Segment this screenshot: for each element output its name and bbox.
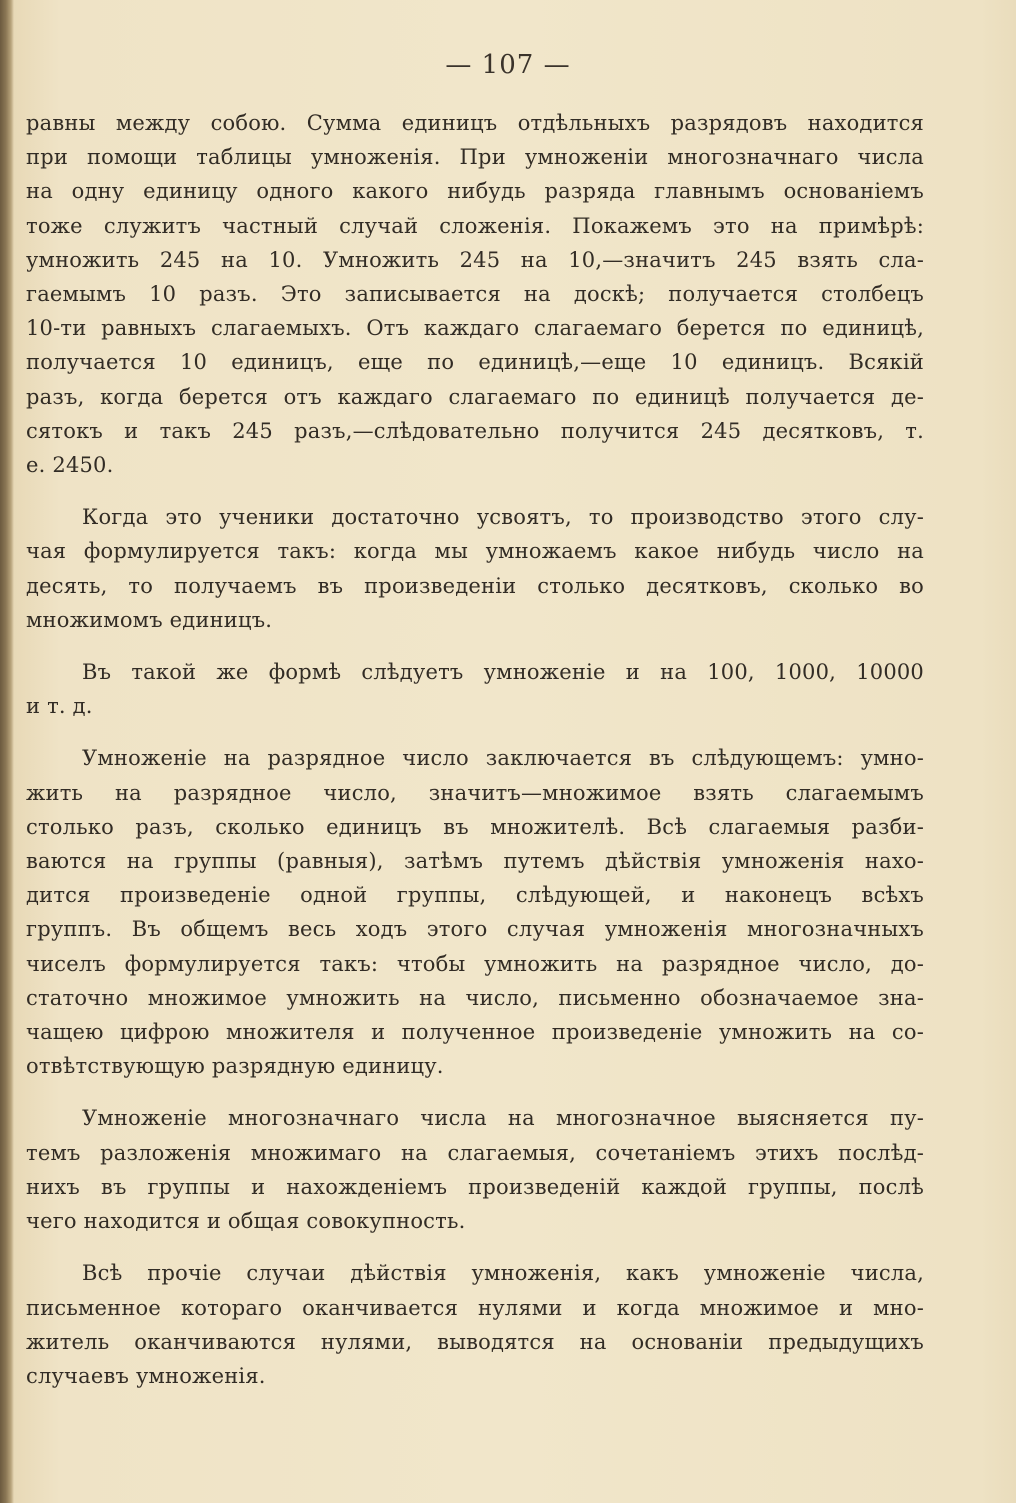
paragraph <box>26 1256 924 1393</box>
paragraph <box>26 655 924 723</box>
text-line: Умноженіе на разрядное число заключается въ слѣдующемъ: умно- <box>82 746 924 771</box>
paragraph <box>26 1101 924 1238</box>
text-line: статочно множимое умножить на число, письменно обозначаемое зна- <box>26 985 924 1010</box>
text-line: и т. д. <box>26 694 93 719</box>
text-line: Умноженіе многозначнаго числа на многозначное выясняется пу- <box>82 1106 924 1131</box>
text-line: множимомъ единицъ. <box>26 607 273 632</box>
paragraph <box>26 741 924 1083</box>
text-line: при помощи таблицы умноженія. При умноженіи многозначнаго числа <box>26 145 924 170</box>
text-line: е. 2450. <box>26 453 114 478</box>
paragraph <box>26 106 924 482</box>
text-line: разъ, когда берется отъ каждаго слагаемаго по единицѣ получается де- <box>26 384 924 409</box>
paragraph <box>26 500 924 637</box>
page-binding-shadow <box>0 0 14 1503</box>
text-line: группъ. Въ общемъ весь ходъ этого случая умноженія многозначныхъ <box>26 917 924 942</box>
text-line: жить на разрядное число, значитъ—множимое взять слагаемымъ <box>26 780 924 805</box>
body-text <box>26 106 924 1411</box>
text-line: Въ такой же формѣ слѣдуетъ умноженіе и на 100, 1000, 10000 <box>82 660 924 685</box>
text-line: житель оканчиваются нулями, выводятся на основаніи предыдущихъ <box>26 1329 924 1354</box>
text-line: темъ разложенія множимаго на слагаемыя, сочетаніемъ этихъ послѣд- <box>26 1140 924 1165</box>
text-line: чая формулируется такъ: когда мы умножаемъ какое нибудь число на <box>26 539 924 564</box>
text-line: десять, то получаемъ въ произведеніи столько десятковъ, сколько во <box>26 573 924 598</box>
text-line: ваются на группы (равныя), затѣмъ путемъ дѣйствія умноженія нахо- <box>26 849 924 874</box>
text-line: 10-ти равныхъ слагаемыхъ. Отъ каждаго слагаемаго берется по единицѣ, <box>26 316 924 341</box>
text-line: получается 10 единицъ, еще по единицѣ,—еще 10 единицъ. Всякій <box>26 350 924 375</box>
text-line: дится произведеніе одной группы, слѣдующей, и наконецъ всѣхъ <box>26 883 924 908</box>
text-line: столько разъ, сколько единицъ въ множителѣ. Всѣ слагаемыя разби- <box>26 814 924 839</box>
text-line: Когда это ученики достаточно усвоятъ, то производство этого слу- <box>82 505 924 530</box>
text-line: Всѣ прочіе случаи дѣйствія умноженія, какъ умноженіе числа, <box>82 1261 924 1286</box>
text-line: нихъ въ группы и нахожденіемъ произведеній каждой группы, послѣ <box>26 1174 924 1199</box>
text-line: отвѣтствующую разрядную единицу. <box>26 1054 444 1079</box>
text-line: умножить 245 на 10. Умножить 245 на 10,—значитъ 245 взять сла- <box>26 247 924 272</box>
text-line: случаевъ умноженія. <box>26 1363 266 1388</box>
page-number: — 107 — <box>445 50 571 80</box>
text-line: чего находится и общая совокупность. <box>26 1209 466 1234</box>
text-line: тоже служитъ частный случай сложенія. Покажемъ это на примѣрѣ: <box>26 213 924 238</box>
text-line: равны между собою. Сумма единицъ отдѣльныхъ разрядовъ находится <box>26 111 924 135</box>
text-line: письменное котораго оканчивается нулями и когда множимое и мно- <box>26 1295 924 1320</box>
text-line: чиселъ формулируется такъ: чтобы умножить на разрядное число, до- <box>26 951 924 976</box>
text-line: чащею цифрою множителя и полученное произведеніе умножить на со- <box>26 1020 924 1045</box>
text-line: сятокъ и такъ 245 разъ,—слѣдовательно получится 245 десятковъ, т. <box>26 418 924 443</box>
text-line: на одну единицу одного какого нибудь разряда главнымъ основаніемъ <box>26 179 924 204</box>
text-line: гаемымъ 10 разъ. Это записывается на доскѣ; получается столбецъ <box>26 282 924 307</box>
